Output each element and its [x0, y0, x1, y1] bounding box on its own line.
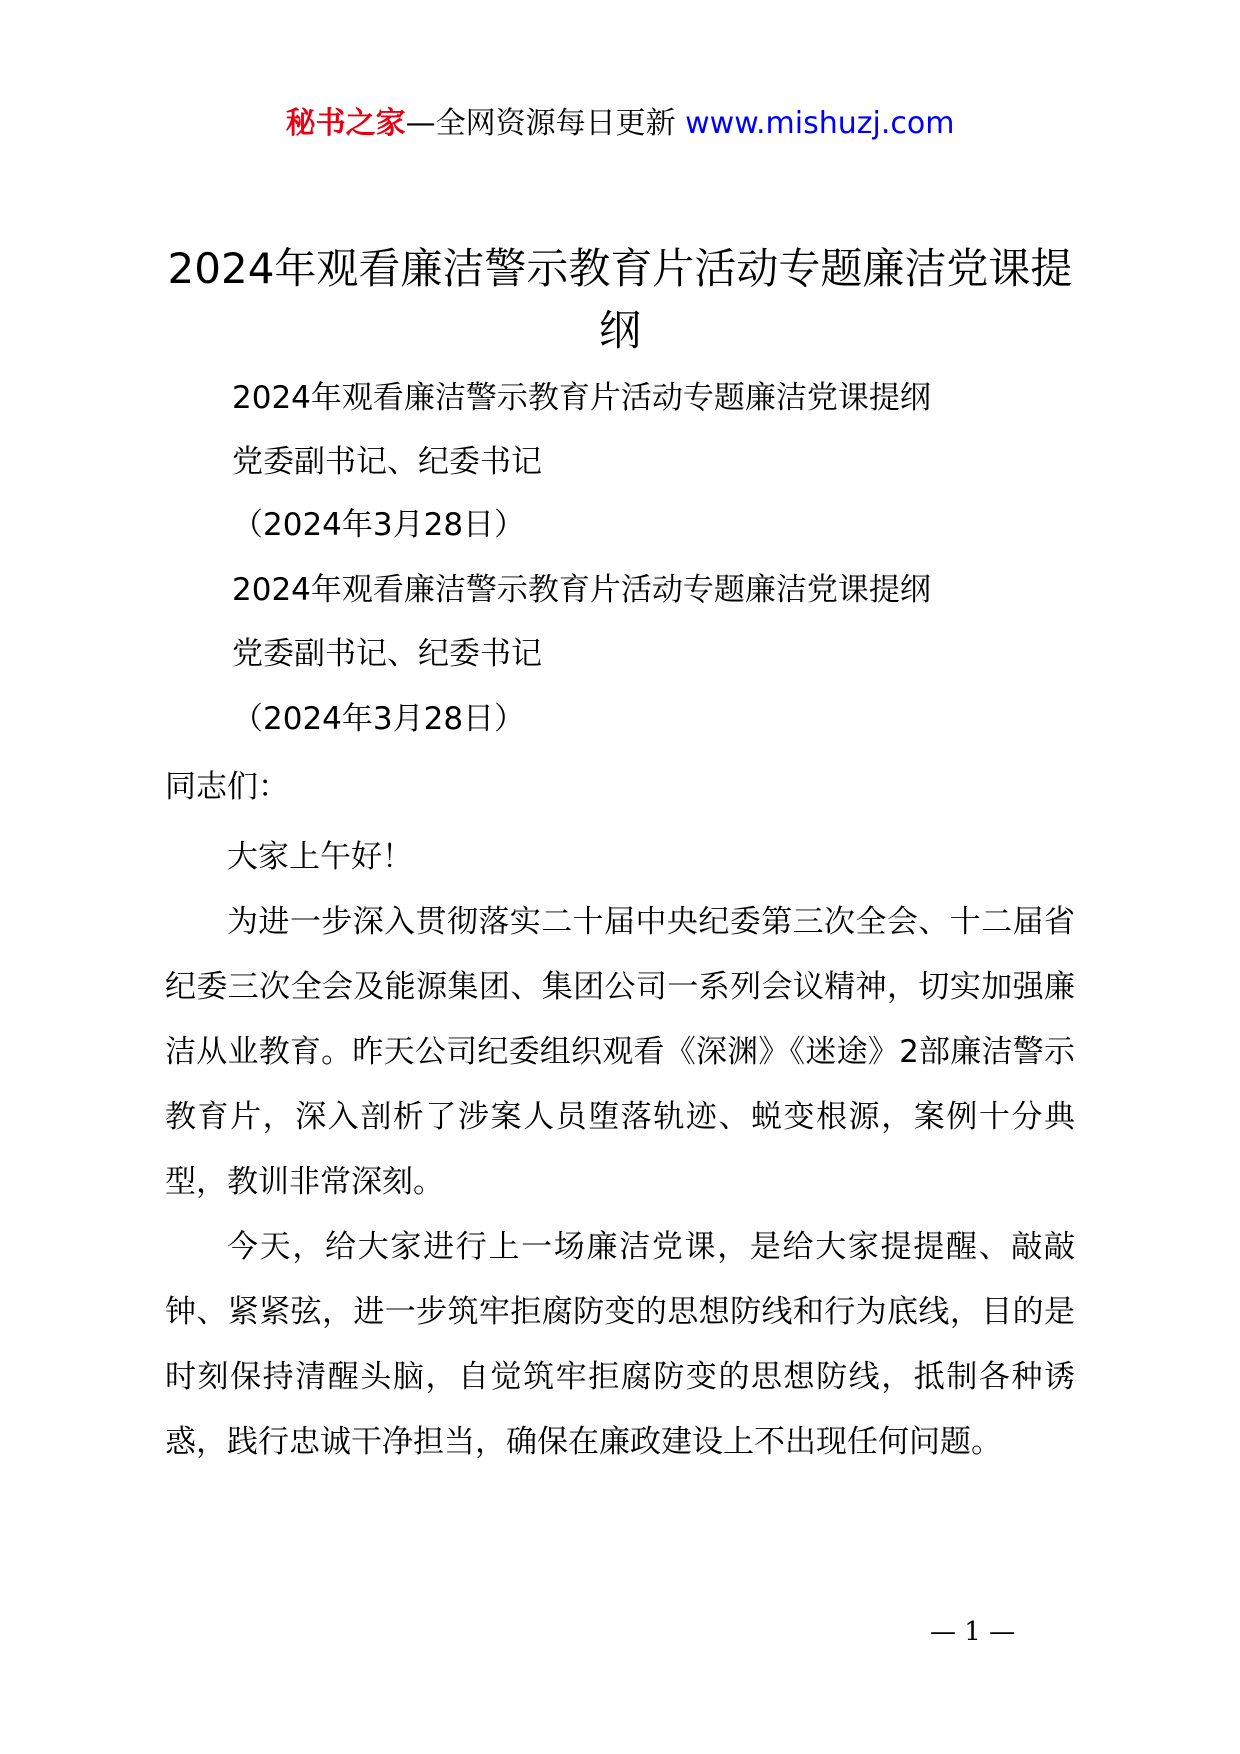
site-header: [0, 100, 1240, 148]
salutation: 同志们：: [165, 769, 289, 805]
header-tagline: —全网资源每日更新: [405, 106, 686, 141]
page-number: — 1 —: [930, 1617, 1016, 1647]
greeting-paragraph: 大家上午好！: [227, 839, 413, 875]
brand-name: 秘书之家: [285, 106, 406, 141]
meta-line-date: （2024年3月28日）: [232, 507, 526, 543]
meta-line-author: 党委副书记、纪委书记: [232, 636, 542, 672]
site-url-link[interactable]: www.mishuzj.com: [685, 106, 955, 141]
meta-line-author: 党委副书记、纪委书记: [232, 444, 542, 480]
meta-line-date: （2024年3月28日）: [232, 701, 526, 737]
meta-line-title: 2024年观看廉洁警示教育片活动专题廉洁党课提纲: [232, 380, 931, 416]
body-paragraph: 今天，给大家进行上一场廉洁党课，是给大家提提醒、敲敲钟、紧紧弦，进一步筑牢拒腐防变的思想防线和行为底线，目的是时刻保持清醒头脑，自觉筑牢拒腐防变的思想防线，抵制各种诱惑，践行忠诚干净担当，确保在廉政建设上不出现任何问题。: [165, 1229, 1075, 1460]
meta-line-title: 2024年观看廉洁警示教育片活动专题廉洁党课提纲: [232, 572, 931, 608]
document-title: 2024年观看廉洁警示教育片活动专题廉洁党课提纲: [167, 244, 1073, 355]
body-paragraph: 为进一步深入贯彻落实二十届中央纪委第三次全会、十二届省纪委三次全会及能源集团、集团公司一系列会议精神，切实加强廉洁从业教育。昨天公司纪委组织观看《深渊》《迷途》2部廉洁警示教育片，深入剖析了涉案人员堕落轨迹、蜕变根源，案例十分典型，教训非常深刻。: [165, 904, 1075, 1200]
